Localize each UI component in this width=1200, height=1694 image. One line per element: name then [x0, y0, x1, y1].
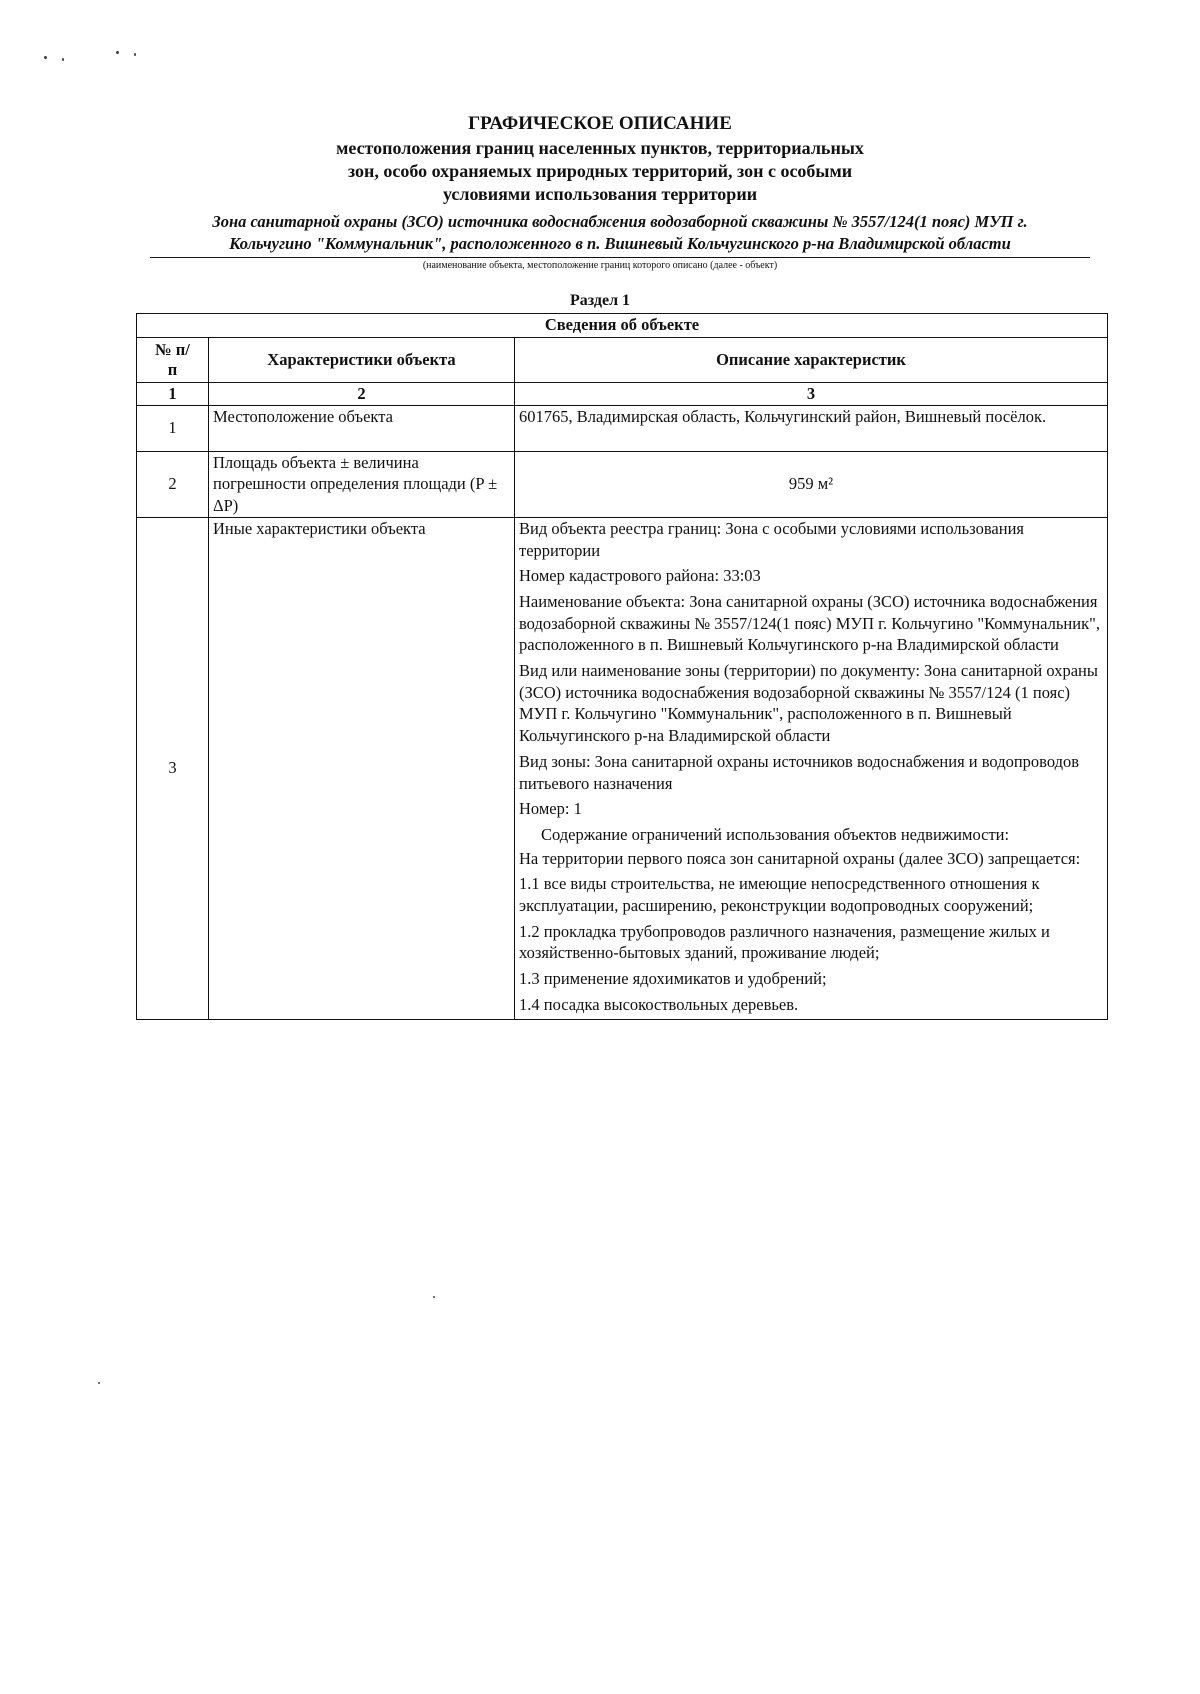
subtitle-line: зон, особо охраняемых природных территорий, зон с особыми: [347, 161, 853, 181]
description-item: Вид или наименование зоны (территории) по документу: Зона санитарной охраны (ЗСО) источника водоснабжения водозаборной скважины № 3557/124 (1 пояс) МУП г. Кольчугино "Коммунальник", расположенного в п. Вишневый Кольчугинского р-на Владимирской области: [519, 661, 1098, 746]
table-row: [137, 405, 1108, 451]
row-characteristic: Иные характеристики объекта: [209, 517, 515, 1019]
row-characteristic: Площадь объекта ± величина погрешности определения площади (P ± ΔP): [209, 451, 515, 517]
description-item: На территории первого пояса зон санитарной охраны (далее ЗСО) запрещается:: [519, 848, 1081, 868]
column-header-description: Описание характеристик: [515, 338, 1108, 383]
scan-speck: [44, 56, 47, 59]
scan-speck: [433, 1296, 435, 1298]
subtitle-line: местоположения границ населенных пунктов, территориальных: [336, 138, 864, 158]
subtitle-line: условиями использования территории: [442, 184, 758, 204]
row-description: [515, 517, 1108, 1019]
restrictions-heading: Содержание ограничений использования объектов недвижимости:: [541, 824, 1010, 844]
scan-speck: [116, 51, 119, 54]
description-item: Вид объекта реестра границ: Зона с особыми условиями использования территории: [519, 518, 1024, 560]
document-subtitle: [0, 137, 1200, 206]
object-name-line: Зона санитарной охраны (ЗСО) источника водоснабжения водозаборной скважины № 3557/124(1 пояс) МУП г.: [212, 212, 1028, 231]
object-name: [150, 211, 1090, 255]
object-name-underline: [150, 257, 1090, 258]
row-number: 2: [137, 451, 209, 517]
column-number: 2: [209, 383, 515, 406]
row-description: [515, 451, 1108, 517]
column-header-number: № п/п: [137, 338, 209, 383]
description-text: 601765, Владимирская область, Кольчугинский район, Вишневый посёлок.: [519, 406, 1047, 426]
section-label: Раздел 1: [569, 292, 631, 309]
column-number: 3: [515, 383, 1108, 406]
description-item: Вид зоны: Зона санитарной охраны источников водоснабжения и водопроводов питьевого назначения: [519, 751, 1080, 793]
restriction-item: 1.2 прокладка трубопроводов различного назначения, размещение жилых и хозяйственно-бытовых зданий, проживание людей;: [519, 921, 1050, 963]
column-number: 1: [137, 383, 209, 406]
column-header-characteristic: Характеристики объекта: [209, 338, 515, 383]
area-value: 959 м²: [788, 474, 834, 494]
scan-speck: [134, 53, 136, 56]
description-item: Номер: 1: [519, 799, 582, 819]
table-section-title: Сведения об объекте: [137, 314, 1108, 338]
table-row: [137, 451, 1108, 517]
object-info-table: [136, 313, 1108, 1020]
scan-speck: [98, 1382, 100, 1384]
scan-speck: [62, 58, 64, 61]
row-characteristic: Местоположение объекта: [209, 405, 515, 451]
description-item: Номер кадастрового района: 33:03: [519, 566, 761, 586]
object-name-line: Кольчугино "Коммунальник", расположенного в п. Вишневый Кольчугинского р-на Владимирской области: [229, 234, 1011, 253]
description-item: Наименование объекта: Зона санитарной охраны (ЗСО) источника водоснабжения водозаборной скважины № 3557/124(1 пояс) МУП г. Кольчугино "Коммунальник", расположенного в п. Вишневый Кольчугинского р-на Владимирской области: [519, 591, 1100, 655]
restriction-item: 1.1 все виды строительства, не имеющие непосредственного отношения к эксплуатации, расширению, реконструкции водопроводных сооружений;: [519, 874, 1040, 916]
restriction-item: 1.3 применение ядохимикатов и удобрений;: [519, 969, 827, 989]
restriction-item: 1.4 посадка высокоствольных деревьев.: [519, 994, 799, 1014]
document-title: ГРАФИЧЕСКОЕ ОПИСАНИЕ: [468, 113, 732, 134]
object-caption: (наименование объекта, местоположение границ которого описано (далее - объект): [422, 260, 778, 271]
row-description: [515, 405, 1108, 451]
row-number: 3: [137, 517, 209, 1019]
row-number: 1: [137, 405, 209, 451]
table-row: [137, 517, 1108, 1019]
